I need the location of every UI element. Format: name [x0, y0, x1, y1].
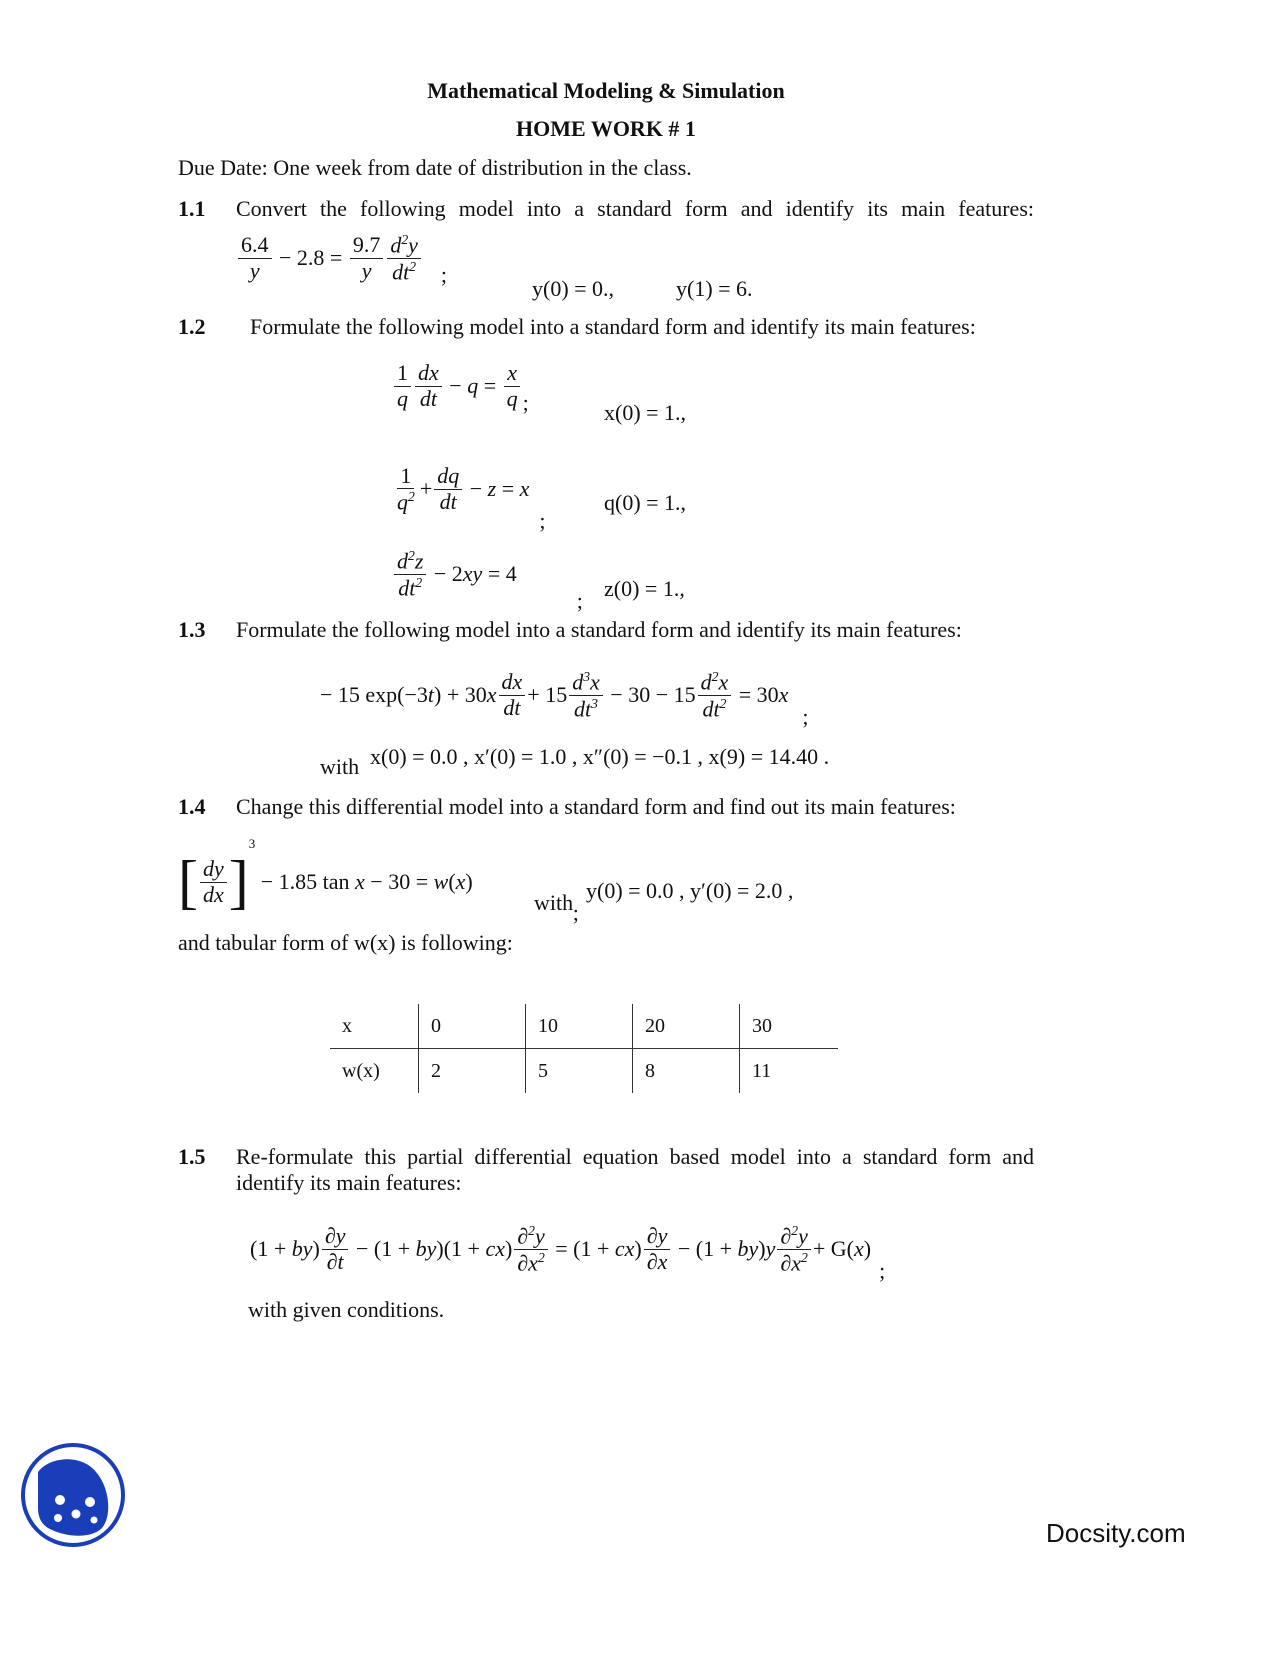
initial-condition: x(0) = 1.,	[604, 400, 687, 425]
table-cell: 20	[633, 1004, 740, 1049]
problem-text-continued: identify its main features:	[236, 1170, 462, 1195]
wx-table-container	[330, 1004, 838, 1093]
table-cell: 10	[526, 1004, 633, 1049]
docsity-watermark: Docsity.com	[1046, 1518, 1186, 1548]
table-cell: x	[342, 1014, 352, 1037]
problem-number: 1.2	[178, 314, 206, 339]
conditions-1-4: y(0) = 0.0 , y′(0) = 2.0 ,	[586, 878, 794, 903]
table-cell: 5	[526, 1049, 633, 1094]
table-row	[330, 1004, 838, 1049]
table-cell: 8	[633, 1049, 740, 1094]
equation-1-3: − 15 exp(−3t) + 30x $\frac{dx}{dt}$ + 15 $\frac{d^3x}{dt^3}$ − 30 − 15 $\frac{d^2x}{dt^2}$ = 30x ;	[320, 668, 809, 729]
equation-1-2c: $\frac{d^2z}{dt^2}$ − 2xy = 4 ;	[392, 534, 583, 614]
due-date: Due Date: One week from date of distribution in the class.	[178, 155, 692, 180]
conditions-1-3: x(0) = 0.0 , x′(0) = 1.0 , x″(0) = −0.1 , x(9) = 14.40 .	[370, 744, 830, 769]
table-cell: 30	[740, 1004, 839, 1049]
initial-condition: z(0) = 1.,	[604, 576, 685, 601]
docsity-logo-icon	[20, 1442, 126, 1553]
table-cell: 0	[419, 1004, 526, 1049]
problem-text: Formulate the following model into a standard form and identify its main features:	[236, 617, 962, 642]
problem-number: 1.4	[178, 794, 206, 819]
table-cell: w(x)	[342, 1059, 380, 1082]
table-cell: 11	[740, 1049, 839, 1094]
with-label: with	[534, 890, 574, 915]
equation-1-4: [ $\frac{dy}{dx}$ ] 3 − 1.85 tan x − 30 = w(x) ;	[178, 836, 579, 925]
table-row	[330, 1049, 838, 1094]
boundary-condition: y(1) = 6.	[676, 276, 753, 301]
problem-text: Formulate the following model into a standard form and identify its main features:	[250, 314, 976, 339]
problem-text: Re-formulate this partial differential equation based model into a standard form and	[236, 1144, 1034, 1169]
document-title: Mathematical Modeling & Simulation	[427, 78, 785, 103]
problem-number: 1.5	[178, 1144, 206, 1169]
table-cell: 2	[419, 1049, 526, 1094]
document-subtitle: HOME WORK # 1	[516, 116, 696, 141]
equation-1-2b: $\frac{1}{q^2}$ + $\frac{dq}{dt}$ − z = x ;	[397, 462, 546, 533]
initial-condition: q(0) = 1.,	[604, 490, 687, 515]
initial-condition: y(0) = 0.,	[532, 276, 615, 301]
equation-1-5: (1 + by) $\frac{\partial y}{\partial t}$ − (1 + by)(1 + cx) $\frac{\partial^2y}{\partial x^2}$ = (1 + cx) $\frac{\partial y}{\partial x}$ − (1 + by)y $\frac{\partial^2y}{\partial x^2}$ + G(x) ;	[250, 1222, 886, 1283]
equation-1-1: $\frac{6.4}{y}$ − 2.8 = $\frac{9.7}{y}$ $\frac{d^2y}{dt^2}$ ;	[236, 228, 447, 288]
equation-1-2a: $\frac{1}{q}$ $\frac{dx}{dt}$ − q = $\frac{x}{q}$ ;	[392, 356, 529, 416]
wx-table	[330, 1004, 838, 1093]
problem-number: 1.1	[178, 196, 206, 221]
problem-text: Change this differential model into a standard form and find out its main features:	[236, 794, 956, 819]
with-label: with	[320, 754, 360, 779]
given-conditions: with given conditions.	[248, 1297, 445, 1322]
problem-text: Convert the following model into a standard form and identify its main features:	[236, 196, 1034, 221]
problem-number: 1.3	[178, 617, 206, 642]
table-intro: and tabular form of w(x) is following:	[178, 930, 513, 955]
